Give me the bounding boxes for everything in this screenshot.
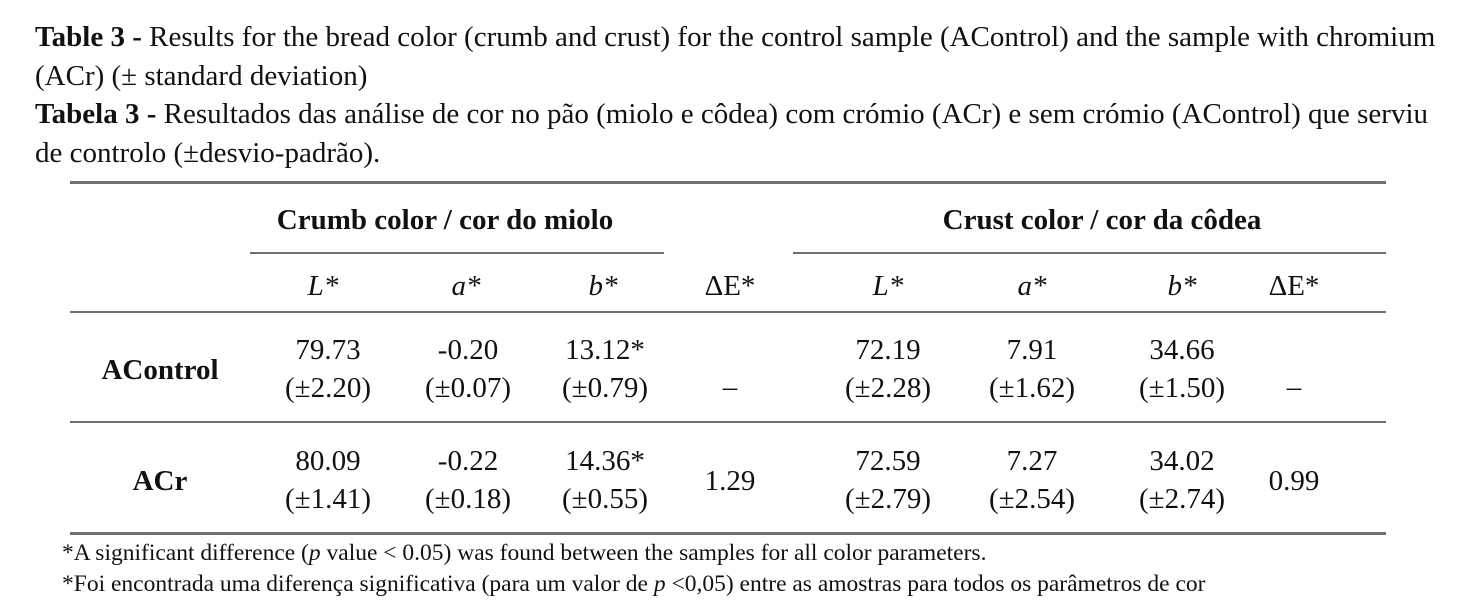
cell-acontrol-crumb-deltaE: –: [722, 371, 738, 403]
cell-acontrol-crumb-b: 13.12* (±0.79): [562, 334, 648, 404]
row-divider-rule: [70, 421, 1386, 423]
column-header-crust-a: a*: [1017, 270, 1047, 302]
column-header-crumb-a: a*: [451, 270, 481, 302]
footnote-portuguese: *Foi encontrada uma diferença significativa (para um valor de p <0,05) entre as amostras para todos os parâmetros de cor: [62, 571, 1206, 597]
crumb-group-rule: [250, 252, 664, 254]
table-top-rule: [70, 181, 1386, 184]
cell-acr-crust-deltaE: 0.99: [1268, 465, 1320, 497]
cell-acontrol-crumb-a: -0.20 (±0.07): [425, 334, 511, 404]
crust-color-header: Crust color / cor da côdea: [942, 204, 1262, 236]
caption-english: [35, 18, 1455, 95]
cell-acr-crumb-a: -0.22 (±0.18): [425, 445, 511, 515]
column-header-crumb-L: L*: [307, 270, 339, 302]
cell-acontrol-crust-L: 72.19 (±2.28): [845, 334, 931, 404]
cell-acr-crust-b: 34.02 (±2.74): [1139, 445, 1225, 515]
caption-portuguese-label: Tabela 3 -: [35, 98, 157, 130]
cell-acr-crust-a: 7.27 (±2.54): [989, 445, 1075, 515]
caption-portuguese: [35, 95, 1455, 172]
cell-acontrol-crust-a: 7.91 (±1.62): [989, 334, 1075, 404]
row-label-acontrol: AControl: [101, 354, 219, 386]
cell-acontrol-crust-b: 34.66 (±1.50): [1139, 334, 1225, 404]
column-header-crumb-deltaE: ΔE*: [704, 270, 756, 302]
caption-english-label: Table 3 -: [35, 21, 142, 53]
column-header-crust-deltaE: ΔE*: [1268, 270, 1320, 302]
column-header-crust-b: b*: [1167, 270, 1197, 302]
crust-group-rule: [793, 252, 1386, 254]
cell-acr-crumb-L: 80.09 (±1.41): [285, 445, 371, 515]
crumb-color-header: Crumb color / cor do miolo: [276, 204, 614, 236]
row-label-acr: ACr: [132, 465, 188, 497]
cell-acr-crumb-deltaE: 1.29: [704, 465, 756, 497]
table-caption: [35, 18, 1455, 172]
column-header-crumb-b: b*: [588, 270, 618, 302]
caption-english-text: Results for the bread color (crumb and crust) for the control sample (AControl) and the sample with chromium (ACr) (± standard deviation): [35, 21, 1436, 92]
caption-portuguese-text: Resultados das análise de cor no pão (miolo e côdea) com crómio (ACr) e sem crómio (AControl) que serviu de controlo (±desvio-padrão).: [35, 98, 1429, 169]
footnote-english: *A significant difference (p value < 0.05) was found between the samples for all color parameters.: [62, 540, 987, 566]
header-bottom-rule: [70, 311, 1386, 313]
column-header-crust-L: L*: [872, 270, 904, 302]
table-bottom-rule: [70, 532, 1386, 535]
cell-acontrol-crust-deltaE: –: [1286, 371, 1302, 403]
cell-acontrol-crumb-L: 79.73 (±2.20): [285, 334, 371, 404]
cell-acr-crumb-b: 14.36* (±0.55): [562, 445, 648, 515]
cell-acr-crust-L: 72.59 (±2.79): [845, 445, 931, 515]
